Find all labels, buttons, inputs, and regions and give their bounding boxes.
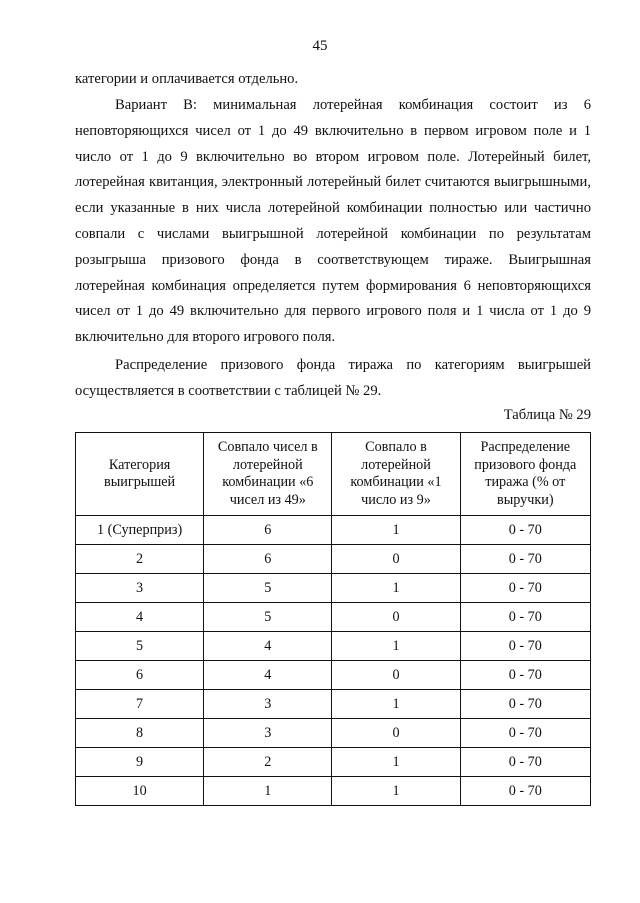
cell-matches-1-of-9: 0 bbox=[332, 661, 460, 690]
table-row bbox=[76, 777, 591, 806]
cell-matches-1-of-9: 0 bbox=[332, 603, 460, 632]
cell-prize-share: 0 - 70 bbox=[460, 719, 590, 748]
table-row bbox=[76, 748, 591, 777]
cell-matches-6-of-49: 1 bbox=[204, 777, 332, 806]
cell-prize-share: 0 - 70 bbox=[460, 748, 590, 777]
paragraph-continuation: категории и оплачивается отдельно. bbox=[75, 71, 299, 87]
cell-matches-1-of-9: 1 bbox=[332, 574, 460, 603]
header-matches-1-of-9: Совпало в лотерейной комбинации «1 число из 9» bbox=[332, 433, 460, 516]
cell-category: 9 bbox=[76, 748, 204, 777]
cell-matches-6-of-49: 5 bbox=[204, 574, 332, 603]
page-number: 45 bbox=[312, 38, 328, 54]
table-label: Таблица № 29 bbox=[503, 407, 591, 423]
cell-prize-share: 0 - 70 bbox=[460, 777, 590, 806]
cell-category: 5 bbox=[76, 632, 204, 661]
cell-matches-6-of-49: 6 bbox=[204, 545, 332, 574]
cell-prize-share: 0 - 70 bbox=[460, 661, 590, 690]
table-row bbox=[76, 603, 591, 632]
table-row bbox=[76, 545, 591, 574]
cell-prize-share: 0 - 70 bbox=[460, 632, 590, 661]
header-matches-6-of-49: Совпало чисел в лотерейной комбинации «6 чисел из 49» bbox=[204, 433, 332, 516]
cell-matches-6-of-49: 5 bbox=[204, 603, 332, 632]
cell-matches-1-of-9: 0 bbox=[332, 545, 460, 574]
cell-category: 1 (Суперприз) bbox=[76, 516, 204, 545]
cell-category: 7 bbox=[76, 690, 204, 719]
prize-distribution-table bbox=[75, 432, 591, 806]
table-row bbox=[76, 516, 591, 545]
cell-matches-1-of-9: 1 bbox=[332, 777, 460, 806]
header-category: Категория выигрышей bbox=[76, 433, 204, 516]
table-header-row bbox=[76, 433, 591, 516]
cell-matches-1-of-9: 0 bbox=[332, 719, 460, 748]
cell-category: 3 bbox=[76, 574, 204, 603]
cell-prize-share: 0 - 70 bbox=[460, 574, 590, 603]
cell-prize-share: 0 - 70 bbox=[460, 516, 590, 545]
table-row bbox=[76, 690, 591, 719]
cell-matches-1-of-9: 1 bbox=[332, 748, 460, 777]
cell-matches-1-of-9: 1 bbox=[332, 632, 460, 661]
cell-matches-1-of-9: 1 bbox=[332, 690, 460, 719]
table-row bbox=[76, 661, 591, 690]
table-row bbox=[76, 574, 591, 603]
cell-prize-share: 0 - 70 bbox=[460, 545, 590, 574]
cell-matches-6-of-49: 2 bbox=[204, 748, 332, 777]
cell-matches-6-of-49: 4 bbox=[204, 632, 332, 661]
cell-prize-share: 0 - 70 bbox=[460, 690, 590, 719]
cell-category: 8 bbox=[76, 719, 204, 748]
cell-matches-6-of-49: 3 bbox=[204, 719, 332, 748]
paragraph-variant-b: Вариант В: минимальная лотерейная комбинация состоит из 6 неповторяющихся чисел от 1 до 49 включительно в первом игровом поле и 1 число от 1 до 9 включительно во втором игровом поле. Лотерейный билет, лотерейная квитанция, электронный лотерейный билет считаются выигрышными, если указанные в них числа лотерейной комбинации полностью или частично совпали с числами выигрышной лотерейной комбинации по результатам розыгрыша призового фонда в соответствующем тираже. Выигрышная лотерейная комбинация определяется путем формирования 6 неповторяющихся чисел от 1 до 49 включительно для первого игрового поля и 1 числа от 1 до 9 включительно для второго игрового поля. bbox=[75, 97, 591, 346]
table-row bbox=[76, 719, 591, 748]
cell-category: 4 bbox=[76, 603, 204, 632]
table-row bbox=[76, 632, 591, 661]
cell-matches-6-of-49: 4 bbox=[204, 661, 332, 690]
table-body bbox=[76, 516, 591, 806]
cell-prize-share: 0 - 70 bbox=[460, 603, 590, 632]
cell-category: 6 bbox=[76, 661, 204, 690]
cell-matches-6-of-49: 6 bbox=[204, 516, 332, 545]
cell-matches-6-of-49: 3 bbox=[204, 690, 332, 719]
cell-category: 2 bbox=[76, 545, 204, 574]
paragraph-distribution: Распределение призового фонда тиража по категориям выигрышей осуществляется в соответствии с таблицей № 29. bbox=[75, 357, 591, 399]
cell-category: 10 bbox=[76, 777, 204, 806]
cell-matches-1-of-9: 1 bbox=[332, 516, 460, 545]
header-prize-distribution: Распределение призового фонда тиража (% от выручки) bbox=[460, 433, 590, 516]
